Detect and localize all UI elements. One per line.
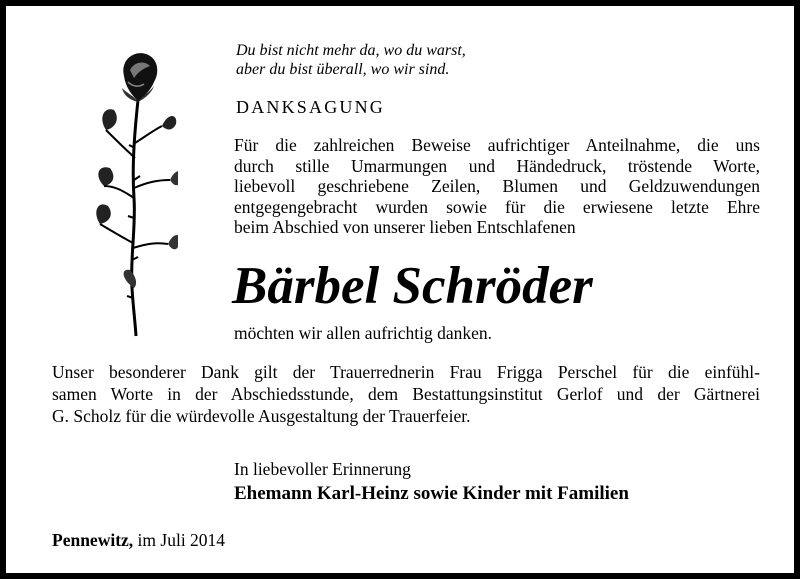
- page-title: DANKSAGUNG: [236, 97, 386, 117]
- intro-line: durch stille Umarmungen und Händedruck, tröstende Worte,: [234, 155, 760, 176]
- special-thanks-line: Unser besonderer Dank gilt der Trauerrednerin Frau Frigga Perschel für die einfühl-: [52, 362, 760, 382]
- motto-line: Du bist nicht mehr da, wo du warst,: [236, 42, 466, 59]
- place-name: Pennewitz,: [52, 530, 134, 550]
- intro-paragraph: [234, 135, 760, 238]
- intro-line: liebevoll geschriebene Zeilen, Blumen und Geldzuwendungen: [234, 176, 760, 196]
- intro-line: beim Abschied von unserer lieben Entschlafenen: [234, 217, 576, 237]
- thanks-line: möchten wir allen aufrichtig danken.: [234, 323, 493, 343]
- date-text: im Juli 2014: [137, 530, 226, 550]
- place-date: [52, 530, 225, 551]
- rose-icon: [94, 48, 178, 340]
- motto-quote: [236, 41, 466, 79]
- intro-line: Für die zahlreichen Beweise aufrichtiger Anteilnahme, die uns: [234, 135, 760, 155]
- memory-line: In liebevoller Erinnerung: [234, 459, 411, 479]
- intro-line: entgegengebracht wurden sowie für die erwiesene letzte Ehre: [234, 196, 760, 217]
- motto-line: aber du bist überall, wo wir sind.: [236, 61, 450, 78]
- special-thanks-paragraph: [52, 361, 760, 427]
- deceased-name: Bärbel Schröder: [232, 257, 593, 315]
- special-thanks-line: samen Worte in der Abschiedsstunde, dem Bestattungsinstitut Gerlof und der Gärtnerei: [52, 384, 760, 404]
- family-signature: Ehemann Karl-Heinz sowie Kinder mit Familien: [234, 483, 629, 504]
- special-thanks-line: G. Scholz für die würdevolle Ausgestaltung der Trauerfeier.: [52, 406, 471, 426]
